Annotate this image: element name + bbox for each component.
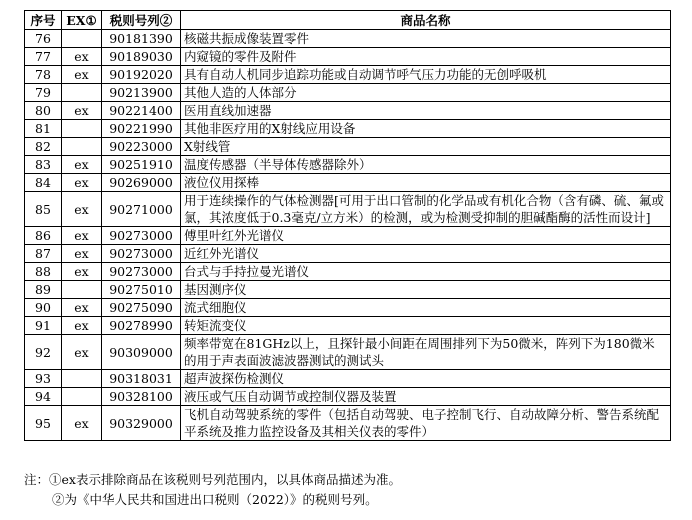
- footnote-2: ②为《中华人民共和国进出口税则（2022）》的税则号列。: [52, 492, 378, 507]
- cell-code: 90328100: [102, 388, 181, 406]
- cell-name: 具有自动人机同步追踪功能或自动调节呼气压力功能的无创呼吸机: [181, 66, 671, 84]
- tariff-table-document: [24, 10, 670, 441]
- cell-seq: 83: [25, 156, 62, 174]
- table-row: [25, 30, 671, 48]
- cell-name: 傅里叶红外光谱仪: [181, 227, 671, 245]
- cell-name: 医用直线加速器: [181, 102, 671, 120]
- cell-ex: ex: [62, 227, 102, 245]
- cell-seq: 86: [25, 227, 62, 245]
- cell-ex: ex: [62, 245, 102, 263]
- cell-code: 90271000: [102, 192, 181, 227]
- cell-name: 转矩流变仪: [181, 317, 671, 335]
- cell-seq: 91: [25, 317, 62, 335]
- cell-code: 90273000: [102, 245, 181, 263]
- table-row: [25, 317, 671, 335]
- cell-name: X射线管: [181, 138, 671, 156]
- cell-ex: ex: [62, 102, 102, 120]
- cell-code: 90221400: [102, 102, 181, 120]
- cell-name: 其他非医疗用的X射线应用设备: [181, 120, 671, 138]
- cell-seq: 89: [25, 281, 62, 299]
- table-row: [25, 84, 671, 102]
- cell-code: 90318031: [102, 370, 181, 388]
- table-row: [25, 138, 671, 156]
- cell-seq: 87: [25, 245, 62, 263]
- cell-seq: 77: [25, 48, 62, 66]
- cell-name: 内窥镜的零件及附件: [181, 48, 671, 66]
- table-row: [25, 388, 671, 406]
- cell-name: 液位仪用探棒: [181, 174, 671, 192]
- cell-ex: ex: [62, 406, 102, 441]
- cell-name: 近红外光谱仪: [181, 245, 671, 263]
- cell-name: 液压或气压自动调节或控制仪器及装置: [181, 388, 671, 406]
- table-row: [25, 66, 671, 84]
- cell-name: 温度传感器（半导体传感器除外）: [181, 156, 671, 174]
- table-row: [25, 245, 671, 263]
- cell-name: 核磁共振成像装置零件: [181, 30, 671, 48]
- table-row: [25, 156, 671, 174]
- cell-code: 90221990: [102, 120, 181, 138]
- table-row: [25, 227, 671, 245]
- cell-name: 用于连续操作的气体检测器[可用于出口管制的化学品或有机化合物（含有磷、硫、氟或氯，其浓度低于0.3毫克/立方米）的检测，或为检测受抑制的胆碱酯酶的活性而设计]: [181, 192, 671, 227]
- cell-seq: 81: [25, 120, 62, 138]
- cell-code: 90189030: [102, 48, 181, 66]
- cell-name: 其他人造的人体部分: [181, 84, 671, 102]
- table-row: [25, 263, 671, 281]
- cell-code: 90273000: [102, 227, 181, 245]
- cell-ex: [62, 120, 102, 138]
- cell-ex: [62, 370, 102, 388]
- cell-code: 90269000: [102, 174, 181, 192]
- cell-code: 90278990: [102, 317, 181, 335]
- table-row: [25, 120, 671, 138]
- cell-ex: [62, 30, 102, 48]
- cell-ex: ex: [62, 48, 102, 66]
- cell-code: 90275010: [102, 281, 181, 299]
- cell-seq: 90: [25, 299, 62, 317]
- cell-seq: 88: [25, 263, 62, 281]
- header-code: 税则号列②: [102, 11, 181, 30]
- header-ex: EX①: [62, 11, 102, 30]
- table-row: [25, 299, 671, 317]
- table-row: [25, 406, 671, 441]
- cell-ex: [62, 84, 102, 102]
- cell-code: 90251910: [102, 156, 181, 174]
- table-row: [25, 335, 671, 370]
- cell-seq: 82: [25, 138, 62, 156]
- cell-seq: 92: [25, 335, 62, 370]
- cell-code: 90192020: [102, 66, 181, 84]
- cell-ex: ex: [62, 66, 102, 84]
- cell-ex: ex: [62, 174, 102, 192]
- cell-ex: ex: [62, 156, 102, 174]
- cell-name: 频率带宽在81GHz以上，且探针最小间距在周围排列下为50微米，阵列下为180微米的用于声表面波滤波器测试的测试头: [181, 335, 671, 370]
- cell-code: 90329000: [102, 406, 181, 441]
- cell-ex: ex: [62, 263, 102, 281]
- table-row: [25, 102, 671, 120]
- cell-code: 90309000: [102, 335, 181, 370]
- cell-code: 90273000: [102, 263, 181, 281]
- cell-code: 90223000: [102, 138, 181, 156]
- table-header-row: [25, 11, 671, 30]
- cell-name: 飞机自动驾驶系统的零件（包括自动驾驶、电子控制飞行、自动故障分析、警告系统配平系统及推力监控设备及其相关仪表的零件）: [181, 406, 671, 441]
- header-seq: 序号: [25, 11, 62, 30]
- cell-ex: ex: [62, 335, 102, 370]
- cell-seq: 85: [25, 192, 62, 227]
- cell-name: 超声波探伤检测仪: [181, 370, 671, 388]
- cell-ex: [62, 138, 102, 156]
- cell-seq: 79: [25, 84, 62, 102]
- cell-code: 90275090: [102, 299, 181, 317]
- cell-seq: 80: [25, 102, 62, 120]
- header-name: 商品名称: [181, 11, 671, 30]
- cell-seq: 76: [25, 30, 62, 48]
- cell-seq: 95: [25, 406, 62, 441]
- footnotes: [24, 470, 401, 510]
- cell-seq: 93: [25, 370, 62, 388]
- table-body: [25, 30, 671, 441]
- cell-ex: [62, 388, 102, 406]
- cell-seq: 94: [25, 388, 62, 406]
- cell-ex: ex: [62, 317, 102, 335]
- footnote-1: 注：①ex表示排除商品在该税则号列范围内，以具体商品描述为准。: [24, 472, 401, 487]
- cell-ex: ex: [62, 192, 102, 227]
- cell-name: 流式细胞仪: [181, 299, 671, 317]
- cell-name: 基因测序仪: [181, 281, 671, 299]
- cell-code: 90181390: [102, 30, 181, 48]
- cell-code: 90213900: [102, 84, 181, 102]
- table-row: [25, 192, 671, 227]
- table-row: [25, 281, 671, 299]
- cell-seq: 78: [25, 66, 62, 84]
- table-row: [25, 174, 671, 192]
- table-row: [25, 48, 671, 66]
- cell-name: 台式与手持拉曼光谱仪: [181, 263, 671, 281]
- table-row: [25, 370, 671, 388]
- cell-seq: 84: [25, 174, 62, 192]
- tariff-table: [24, 10, 671, 441]
- cell-ex: [62, 281, 102, 299]
- cell-ex: ex: [62, 299, 102, 317]
